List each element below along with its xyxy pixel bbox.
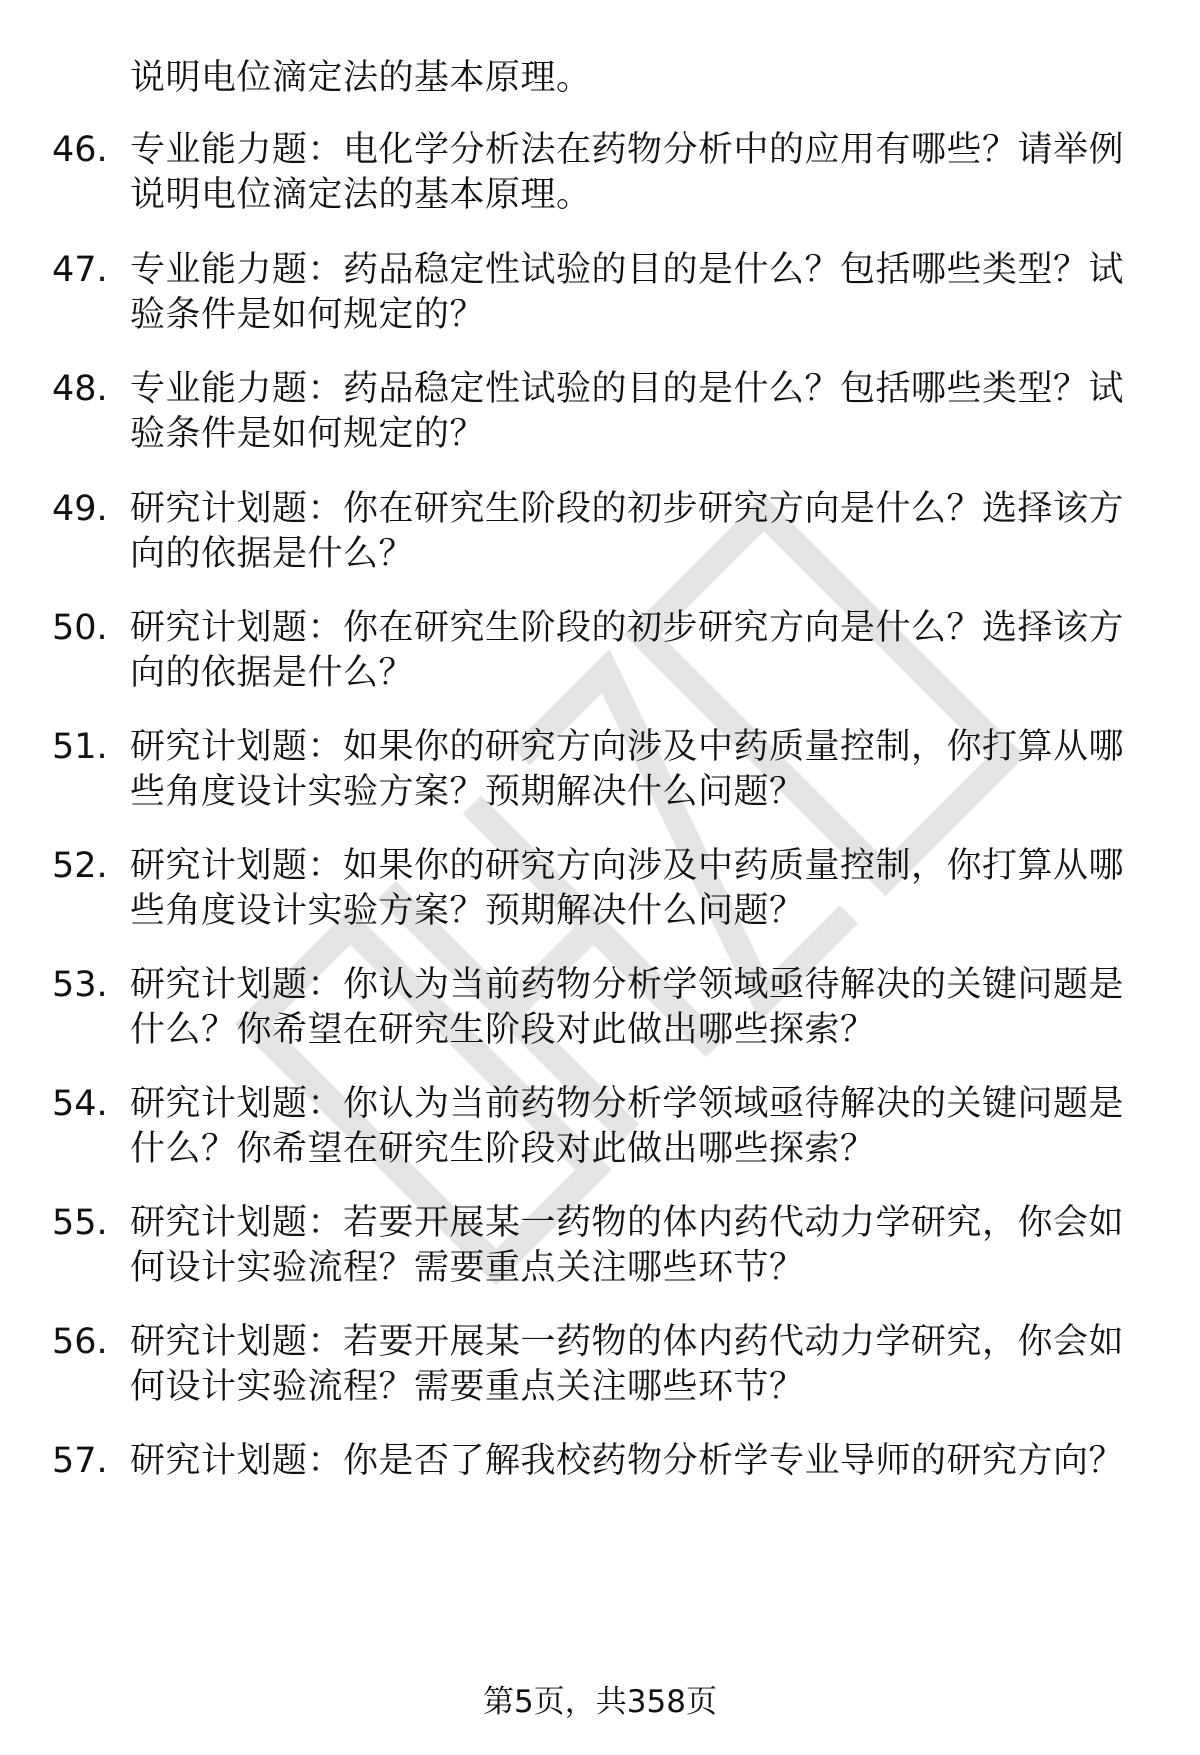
question-text-line: 专业能力题：电化学分析法在药物分析中的应用有哪些？请举例 xyxy=(130,130,1125,170)
question-number: 57. xyxy=(52,1441,108,1481)
page-number-footer: 第5页，共358页 xyxy=(483,1684,717,1720)
question-number: 56. xyxy=(52,1322,108,1362)
question-text-line: 何设计实验流程？需要重点关注哪些环节？ xyxy=(130,1248,805,1288)
question-text-line: 专业能力题：药品稳定性试验的目的是什么？包括哪些类型？试 xyxy=(130,369,1125,409)
question-number: 48. xyxy=(52,369,108,409)
question-text-line: 研究计划题：你是否了解我校药物分析学专业导师的研究方向？ xyxy=(130,1441,1125,1481)
question-text-line: 什么？你希望在研究生阶段对此做出哪些探索？ xyxy=(130,1129,876,1169)
question-number: 46. xyxy=(52,130,108,170)
question-text-line: 专业能力题：药品稳定性试验的目的是什么？包括哪些类型？试 xyxy=(130,250,1125,290)
question-text-line: 验条件是如何规定的？ xyxy=(130,295,486,335)
question-number: 49. xyxy=(52,489,108,529)
continued-text-line: 说明电位滴定法的基本原理。 xyxy=(130,58,592,98)
question-text-line: 研究计划题：你认为当前药物分析学领域亟待解决的关键问题是 xyxy=(130,1084,1125,1124)
question-number: 55. xyxy=(52,1203,108,1243)
question-number: 52. xyxy=(52,846,108,886)
question-number: 53. xyxy=(52,965,108,1005)
question-number: 47. xyxy=(52,250,108,290)
question-text-line: 些角度设计实验方案？预期解决什么问题？ xyxy=(130,772,805,812)
question-text-line: 研究计划题：如果你的研究方向涉及中药质量控制，你打算从哪 xyxy=(130,846,1125,886)
question-number: 54. xyxy=(52,1084,108,1124)
question-text-line: 向的依据是什么？ xyxy=(130,534,415,574)
question-text-line: 向的依据是什么？ xyxy=(130,653,415,693)
question-text-line: 研究计划题：若要开展某一药物的体内药代动力学研究，你会如 xyxy=(130,1322,1125,1362)
question-text-line: 研究计划题：你在研究生阶段的初步研究方向是什么？选择该方 xyxy=(130,489,1125,529)
question-text-line: 验条件是如何规定的？ xyxy=(130,414,486,454)
question-text-line: 什么？你希望在研究生阶段对此做出哪些探索？ xyxy=(130,1010,876,1050)
question-text-line: 研究计划题：如果你的研究方向涉及中药质量控制，你打算从哪 xyxy=(130,727,1125,767)
question-text-line: 研究计划题：你在研究生阶段的初步研究方向是什么？选择该方 xyxy=(130,608,1125,648)
question-text-line: 些角度设计实验方案？预期解决什么问题？ xyxy=(130,891,805,931)
question-number: 50. xyxy=(52,608,108,648)
question-text-line: 研究计划题：你认为当前药物分析学领域亟待解决的关键问题是 xyxy=(130,965,1125,1005)
question-text-line: 何设计实验流程？需要重点关注哪些环节？ xyxy=(130,1367,805,1407)
question-text-line: 说明电位滴定法的基本原理。 xyxy=(130,175,592,215)
question-number: 51. xyxy=(52,727,108,767)
question-text-line: 研究计划题：若要开展某一药物的体内药代动力学研究，你会如 xyxy=(130,1203,1125,1243)
